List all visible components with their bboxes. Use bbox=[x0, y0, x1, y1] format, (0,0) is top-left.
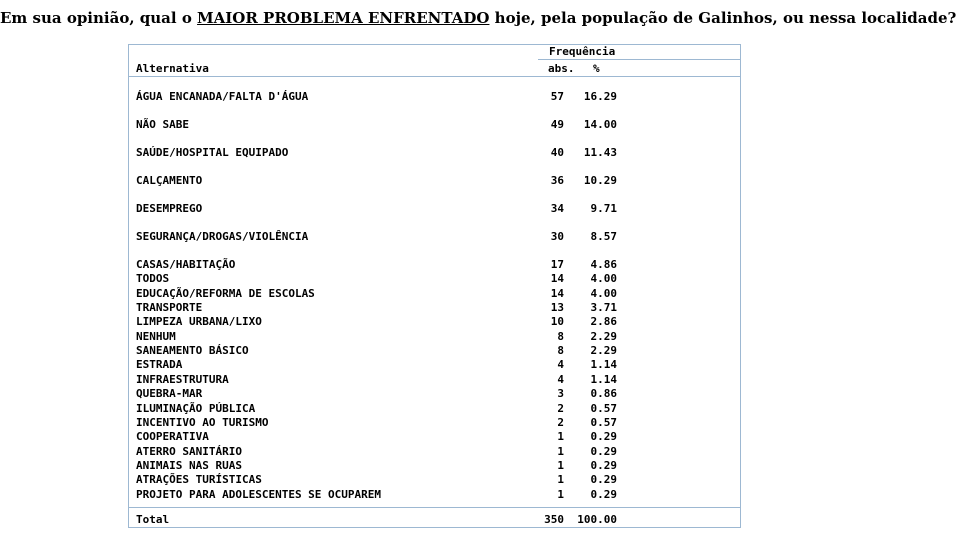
col-header-pct: % bbox=[593, 62, 600, 75]
row-label: ATERRO SANITÁRIO bbox=[136, 445, 242, 458]
row-label: TRANSPORTE bbox=[136, 301, 203, 314]
row-label: SAÚDE/HOSPITAL EQUIPADO bbox=[136, 146, 289, 159]
row-pct: 0.86 bbox=[590, 387, 617, 400]
frequency-table bbox=[128, 44, 741, 528]
row-label: SANEAMENTO BÁSICO bbox=[136, 344, 249, 357]
row-abs: 40 bbox=[550, 146, 564, 159]
row-abs: 1 bbox=[557, 488, 564, 501]
row-pct: 2.29 bbox=[590, 330, 617, 343]
row-pct: 0.29 bbox=[590, 473, 617, 486]
row-label: ILUMINAÇÃO PÚBLICA bbox=[136, 402, 256, 415]
title-underlined: MAIOR PROBLEMA ENFRENTADO bbox=[197, 9, 490, 27]
row-abs: 1 bbox=[557, 459, 564, 472]
row-pct: 4.00 bbox=[590, 272, 617, 285]
row-pct: 4.86 bbox=[590, 258, 617, 271]
group-header-rule bbox=[538, 59, 741, 60]
row-pct: 2.29 bbox=[590, 344, 617, 357]
row-abs: 8 bbox=[557, 344, 564, 357]
row-label: ATRAÇÕES TURÍSTICAS bbox=[136, 473, 262, 486]
row-label: NÃO SABE bbox=[136, 118, 189, 131]
page-title bbox=[0, 9, 956, 27]
row-label: ANIMAIS NAS RUAS bbox=[136, 459, 242, 472]
row-abs: 34 bbox=[550, 202, 564, 215]
row-pct: 9.71 bbox=[590, 202, 617, 215]
row-label: INFRAESTRUTURA bbox=[136, 373, 229, 386]
row-label: LIMPEZA URBANA/LIXO bbox=[136, 315, 262, 328]
row-pct: 0.29 bbox=[590, 488, 617, 501]
row-abs: 4 bbox=[557, 373, 564, 386]
row-abs: 36 bbox=[550, 174, 564, 187]
total-label: Total bbox=[136, 513, 170, 526]
row-abs: 1 bbox=[557, 430, 564, 443]
header-rule bbox=[129, 76, 740, 77]
row-label: CALÇAMENTO bbox=[136, 174, 203, 187]
row-pct: 0.29 bbox=[590, 459, 617, 472]
row-abs: 8 bbox=[557, 330, 564, 343]
row-pct: 1.14 bbox=[590, 373, 617, 386]
row-abs: 3 bbox=[557, 387, 564, 400]
row-pct: 10.29 bbox=[583, 174, 617, 187]
row-label: EDUCAÇÃO/REFORMA DE ESCOLAS bbox=[136, 287, 315, 300]
row-label: COOPERATIVA bbox=[136, 430, 209, 443]
total-rule bbox=[129, 507, 740, 508]
row-abs: 10 bbox=[550, 315, 564, 328]
row-label: TODOS bbox=[136, 272, 170, 285]
row-abs: 30 bbox=[550, 230, 564, 243]
row-pct: 2.86 bbox=[590, 315, 617, 328]
row-label: NENHUM bbox=[136, 330, 176, 343]
row-pct: 3.71 bbox=[590, 301, 617, 314]
row-pct: 4.00 bbox=[590, 287, 617, 300]
row-pct: 0.57 bbox=[590, 402, 617, 415]
row-pct: 0.57 bbox=[590, 416, 617, 429]
row-abs: 49 bbox=[550, 118, 564, 131]
row-abs: 14 bbox=[550, 287, 564, 300]
row-abs: 2 bbox=[557, 402, 564, 415]
col-header-abs: abs. bbox=[548, 62, 575, 75]
row-abs: 13 bbox=[550, 301, 564, 314]
row-label: QUEBRA-MAR bbox=[136, 387, 203, 400]
row-label: SEGURANÇA/DROGAS/VIOLÊNCIA bbox=[136, 230, 309, 243]
row-pct: 8.57 bbox=[590, 230, 617, 243]
row-pct: 16.29 bbox=[583, 90, 617, 103]
row-label: PROJETO PARA ADOLESCENTES SE OCUPAREM bbox=[136, 488, 382, 501]
row-abs: 2 bbox=[557, 416, 564, 429]
row-pct: 11.43 bbox=[583, 146, 617, 159]
row-abs: 17 bbox=[550, 258, 564, 271]
row-label: INCENTIVO AO TURISMO bbox=[136, 416, 269, 429]
row-label: ESTRADA bbox=[136, 358, 183, 371]
row-pct: 0.29 bbox=[590, 445, 617, 458]
row-pct: 1.14 bbox=[590, 358, 617, 371]
row-abs: 1 bbox=[557, 473, 564, 486]
row-abs: 14 bbox=[550, 272, 564, 285]
row-label: ÁGUA ENCANADA/FALTA D'ÁGUA bbox=[136, 90, 309, 103]
row-label: CASAS/HABITAÇÃO bbox=[136, 258, 236, 271]
total-pct: 100.00 bbox=[577, 513, 617, 526]
row-pct: 14.00 bbox=[583, 118, 617, 131]
row-pct: 0.29 bbox=[590, 430, 617, 443]
row-label: DESEMPREGO bbox=[136, 202, 203, 215]
title-part-2: hoje, pela população de Galinhos, ou nessa localidade? bbox=[489, 9, 956, 27]
frequency-group-header: Frequência bbox=[549, 45, 616, 58]
title-part-1: Em sua opinião, qual o bbox=[0, 9, 198, 27]
row-abs: 57 bbox=[550, 90, 564, 103]
col-header-alternativa: Alternativa bbox=[136, 62, 209, 75]
row-abs: 1 bbox=[557, 445, 564, 458]
row-abs: 4 bbox=[557, 358, 564, 371]
total-abs: 350 bbox=[544, 513, 564, 526]
